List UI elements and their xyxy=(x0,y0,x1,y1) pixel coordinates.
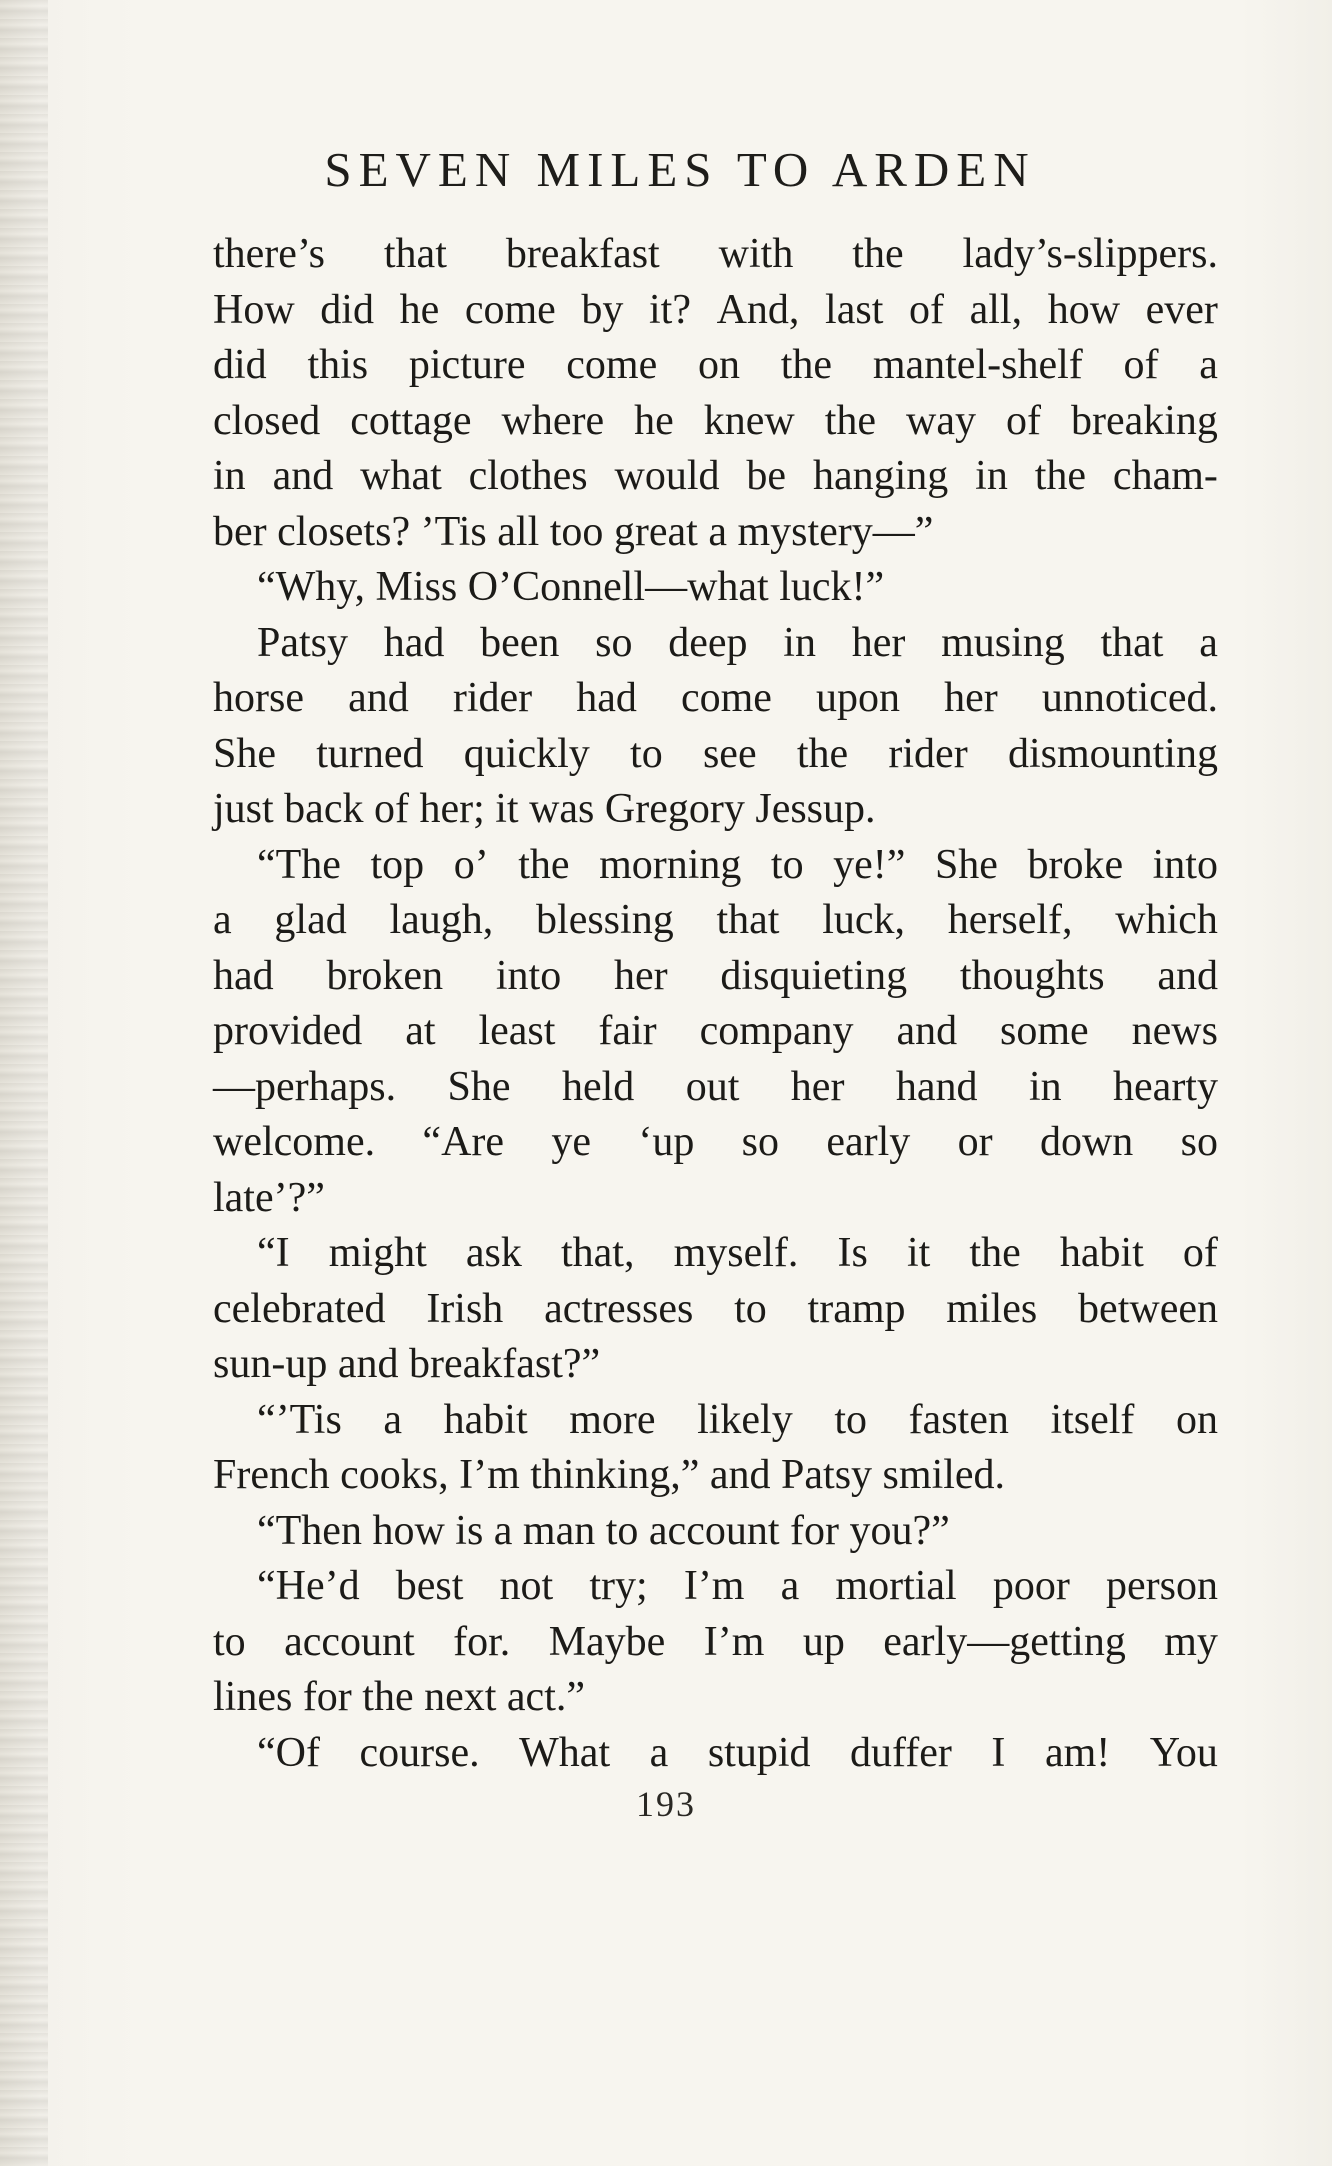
text-line: French cooks, I’m thinking,” and Patsy smiled. xyxy=(213,1452,1006,1498)
text-line: “’Tis a habit more likely to fasten itself on xyxy=(257,1396,1218,1443)
text-line: to account for. Maybe I’m up early—getting my xyxy=(213,1618,1218,1665)
text-line: lines for the next act.” xyxy=(213,1674,586,1720)
text-line: “The top o’ the morning to ye!” She broke into xyxy=(257,841,1218,888)
page-number: 193 xyxy=(636,1784,696,1824)
text-line: provided at least fair company and some news xyxy=(213,1008,1218,1054)
text-line: did this picture come on the mantel-shelf of a xyxy=(213,342,1218,388)
text-line: there’s that breakfast with the lady’s-slippers. xyxy=(213,231,1218,277)
text-line: horse and rider had come upon her unnoticed. xyxy=(213,675,1218,721)
text-line: “Of course. What a stupid duffer I am! You xyxy=(257,1729,1218,1776)
text-line: sun-up and breakfast?” xyxy=(213,1341,601,1387)
text-line: “I might ask that, myself. Is it the habit of xyxy=(257,1230,1218,1276)
page-binding-edge xyxy=(0,0,48,2166)
text-line: had broken into her disquieting thoughts and xyxy=(213,952,1218,999)
text-line: “Why, Miss O’Connell—what luck!” xyxy=(257,564,885,610)
text-line: just back of her; it was Gregory Jessup. xyxy=(213,786,876,832)
text-line: a glad laugh, blessing that luck, herself, which xyxy=(213,897,1218,943)
running-head: SEVEN MILES TO ARDEN xyxy=(324,142,1036,197)
text-line: She turned quickly to see the rider dismounting xyxy=(213,730,1218,777)
text-line: How did he come by it? And, last of all, how ever xyxy=(213,286,1218,333)
text-line: Patsy had been so deep in her musing that a xyxy=(257,619,1218,666)
text-line: late’?” xyxy=(213,1174,325,1221)
text-line: ber closets? ’Tis all too great a mystery—” xyxy=(213,508,934,555)
text-line: celebrated Irish actresses to tramp miles between xyxy=(213,1285,1218,1332)
text-line: welcome. “Are ye ‘up so early or down so xyxy=(213,1119,1218,1165)
body-text xyxy=(213,227,1218,1781)
text-line: “He’d best not try; I’m a mortial poor person xyxy=(257,1563,1218,1609)
text-line: closed cottage where he knew the way of breaking xyxy=(213,397,1218,444)
text-line: in and what clothes would be hanging in the cham- xyxy=(213,453,1218,499)
text-line: “Then how is a man to account for you?” xyxy=(257,1507,950,1554)
text-line: —perhaps. She held out her hand in hearty xyxy=(213,1063,1218,1110)
